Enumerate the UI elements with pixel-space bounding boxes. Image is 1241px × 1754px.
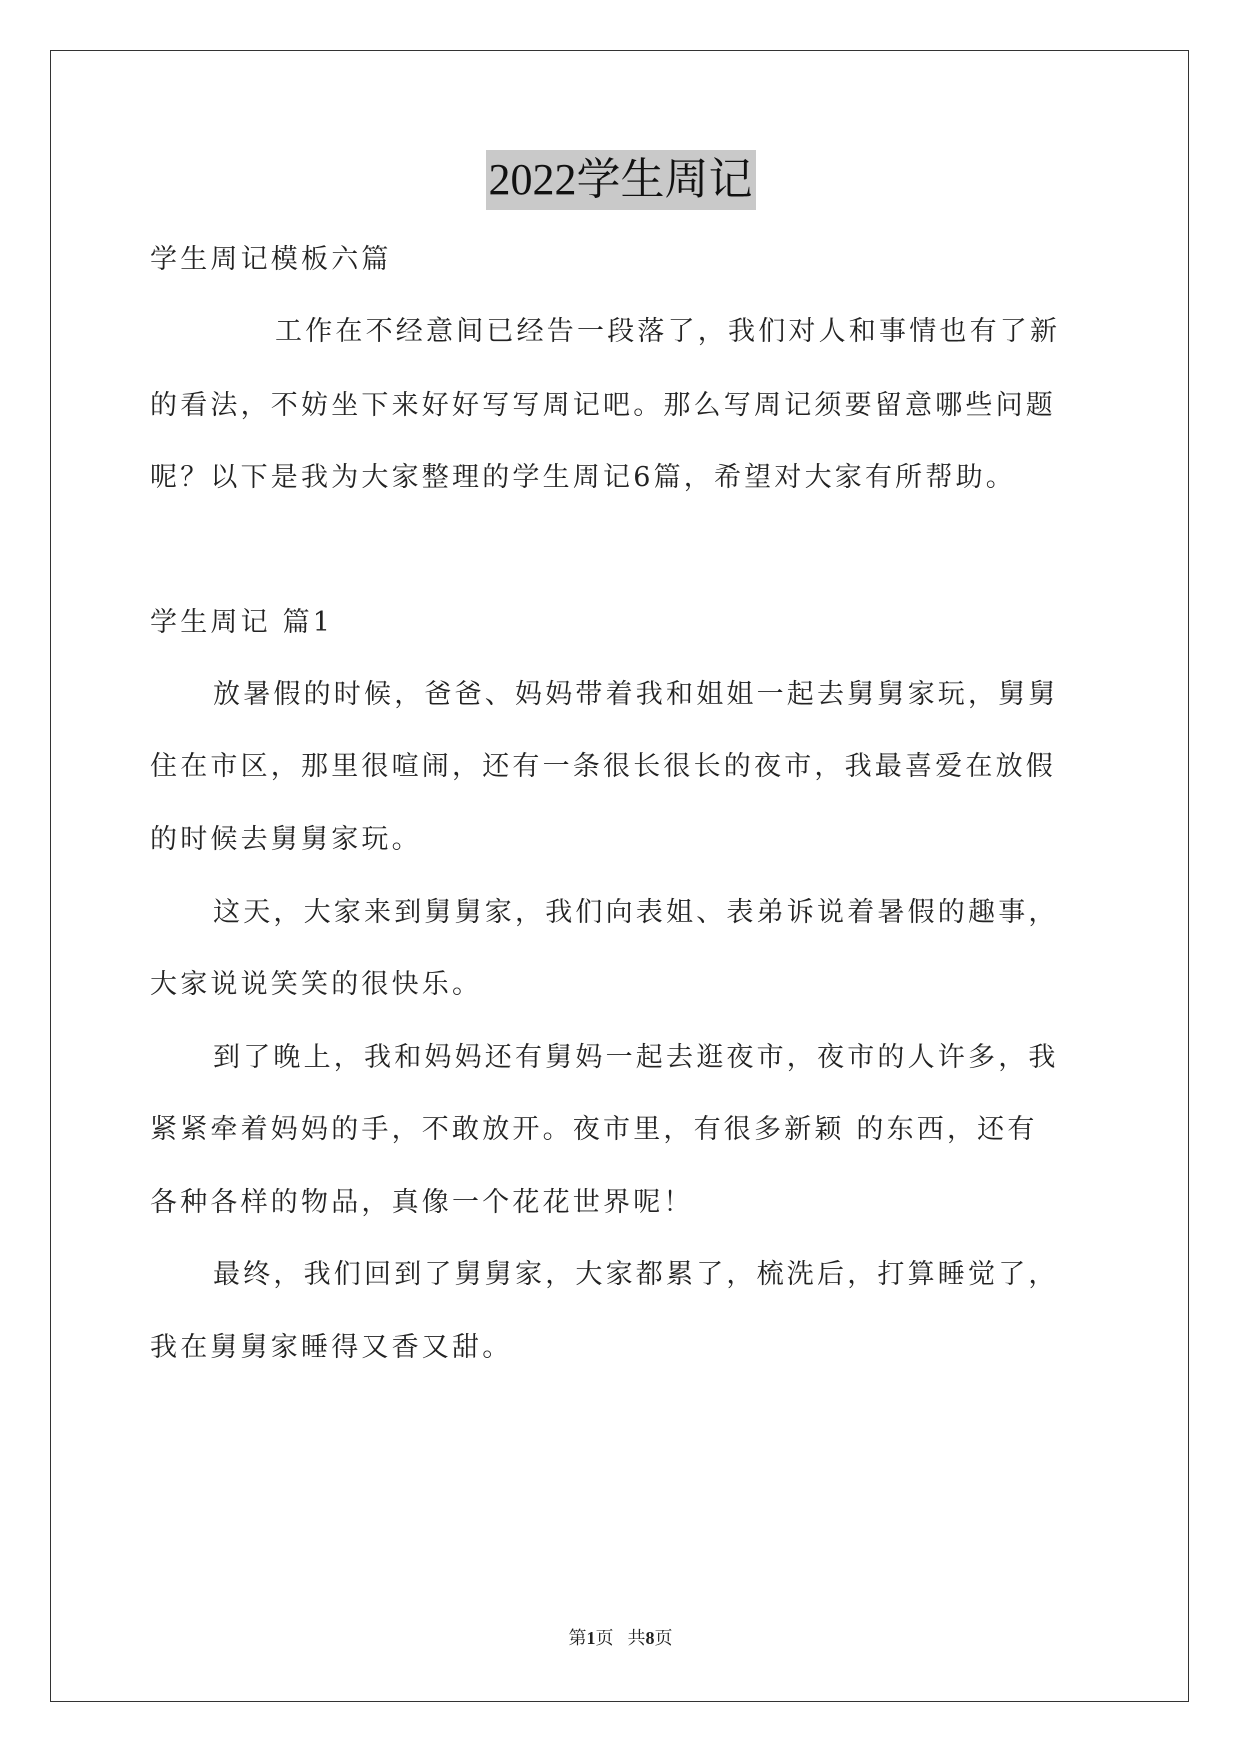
para3-line-2: 紧紧牵着妈妈的手，不敢放开。夜市里，有很多新颖 的东西，还有 bbox=[150, 1114, 1038, 1145]
title-container bbox=[0, 150, 1241, 210]
para1-line-2: 住在市区，那里很喧闹，还有一条很长很长的夜市，我最喜爱在放假 bbox=[150, 751, 1056, 782]
para1-line-1: 放暑假的时候，爸爸、妈妈带着我和姐姐一起去舅舅家玩，舅舅 bbox=[213, 679, 1059, 710]
footer-prefix: 第 bbox=[568, 1628, 587, 1649]
footer-total-prefix: 共 bbox=[627, 1628, 646, 1649]
page-footer bbox=[0, 1626, 1241, 1651]
footer-total-suffix: 页 bbox=[654, 1628, 673, 1649]
subtitle-line: 学生周记模板六篇 bbox=[150, 244, 392, 275]
document-title: 2022学生周记 bbox=[486, 150, 756, 210]
para2-line-1: 这天，大家来到舅舅家，我们向表姐、表弟诉说着暑假的趣事， bbox=[213, 897, 1059, 928]
page-border bbox=[50, 50, 1189, 1702]
para1-line-3: 的时候去舅舅家玩。 bbox=[150, 824, 422, 855]
section-heading: 学生周记 篇1 bbox=[150, 607, 334, 638]
intro-line-2: 的看法，不妨坐下来好好写写周记吧。那么写周记须要留意哪些问题 bbox=[150, 390, 1056, 421]
para2-line-2: 大家说说笑笑的很快乐。 bbox=[150, 969, 483, 1000]
para3-line-3: 各种各样的物品，真像一个花花世界呢！ bbox=[150, 1187, 694, 1218]
footer-page-number: 1 bbox=[586, 1628, 596, 1648]
para3-line-1: 到了晚上，我和妈妈还有舅妈一起去逛夜市，夜市的人许多，我 bbox=[213, 1042, 1059, 1073]
footer-total-pages: 8 bbox=[645, 1628, 655, 1648]
para4-line-1: 最终，我们回到了舅舅家，大家都累了，梳洗后，打算睡觉了， bbox=[213, 1259, 1059, 1290]
intro-line-1: 工作在不经意间已经告一段落了，我们对人和事情也有了新 bbox=[275, 316, 1061, 347]
para4-line-2: 我在舅舅家睡得又香又甜。 bbox=[150, 1332, 513, 1363]
footer-page-suffix: 页 bbox=[595, 1628, 614, 1649]
intro-line-3: 呢？以下是我为大家整理的学生周记6篇，希望对大家有所帮助。 bbox=[150, 462, 1016, 493]
